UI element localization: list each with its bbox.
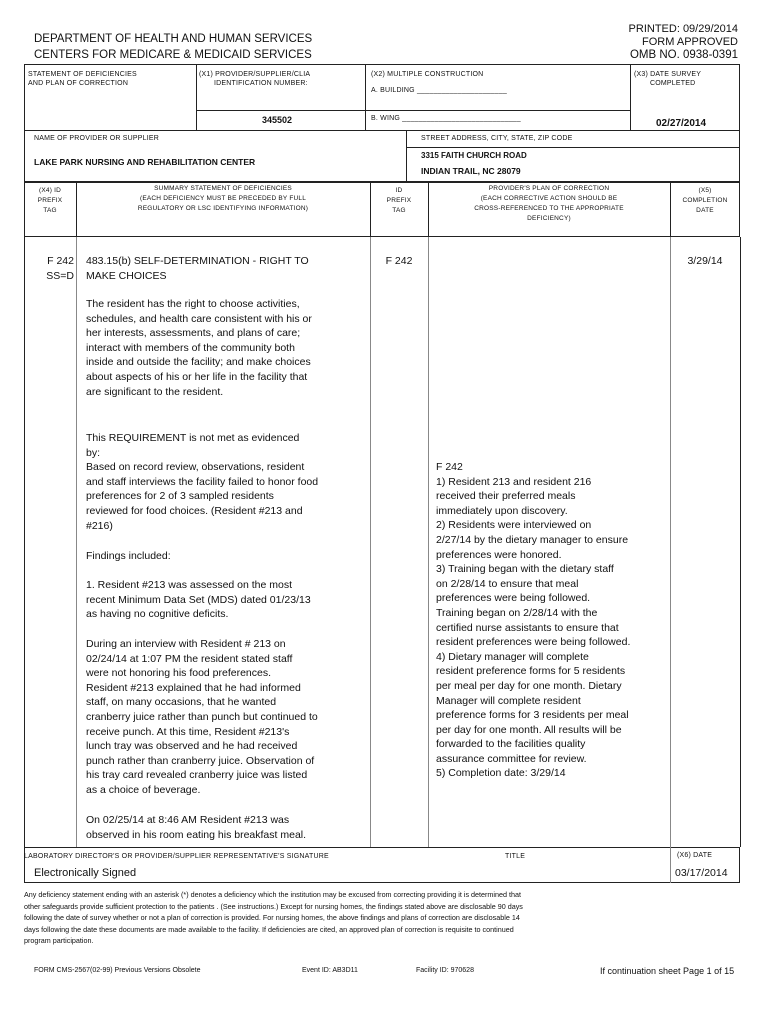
title-label: TITLE [505, 853, 526, 860]
summary-title: 483.15(b) SELF-DETERMINATION - RIGHT TO MAKE CHOICES [86, 255, 309, 282]
x1-label-1: (X1) PROVIDER/SUPPLIER/CLIA [199, 71, 311, 78]
provider-name: LAKE PARK NURSING AND REHABILITATION CENTER [34, 157, 256, 167]
summary-para-6: On 02/25/14 at 8:46 AM Resident #213 was observed in his room eating his breakfast meal. [86, 814, 307, 841]
summary-para-4: 1. Resident #213 was assessed on the most recent Minimum Data Set (MDS) dated 01/23/13 as having no cognitive deficits. [86, 579, 311, 621]
completion-date: 3/29/14 [687, 255, 723, 267]
printed-date: PRINTED: 09/29/2014 [628, 23, 738, 35]
department-line-1: DEPARTMENT OF HEALTH AND HUMAN SERVICES [34, 33, 313, 45]
building-label: A. BUILDING ______________________ [371, 87, 508, 94]
address-line-1: 3315 FAITH CHURCH ROAD [421, 151, 527, 160]
tag-left: F 242 SS=D [46, 255, 74, 282]
page-continuation: If continuation sheet Page 1 of 15 [600, 966, 735, 976]
signature-label: LABORATORY DIRECTOR'S OR PROVIDER/SUPPLIER REPRESENTATIVE'S SIGNATURE [24, 853, 329, 860]
x1-label-2: IDENTIFICATION NUMBER: [214, 80, 308, 87]
x2-label: (X2) MULTIPLE CONSTRUCTION [371, 71, 484, 78]
facility-id: Facility ID: 970628 [416, 967, 474, 974]
electronic-signature: Electronically Signed [34, 867, 137, 879]
x6-date-label: (X6) DATE [677, 852, 713, 859]
col-x5-header: (X5) COMPLETION DATE [682, 187, 728, 214]
summary-para-5: During an interview with Resident # 213 on 02/24/14 at 1:07 PM the resident stated staff were not honoring his food preferences. Resident #213 explained that he had informed staff, on many occasions, that he wanted cranberry juice rather than punch but continued to receive punch. At this time, Resident #213's lunch tray was observed and he had received punch rather than cranberry juice. Observation of his tray card revealed cranberry juice was listed as a choice of beverage. [86, 638, 318, 796]
event-id: Event ID: AB3D11 [302, 967, 358, 974]
tag-right: F 242 [385, 255, 413, 267]
survey-date: 02/27/2014 [656, 118, 707, 129]
form-id: FORM CMS-2567(02-99) Previous Versions Obsolete [34, 967, 201, 974]
x3-label-1: (X3) DATE SURVEY [634, 71, 702, 78]
col-x4-header: (X4) ID PREFIX TAG [37, 187, 63, 214]
department-line-2: CENTERS FOR MEDICARE & MEDICAID SERVICES [34, 49, 312, 61]
plan-of-correction: F 242 1) Resident 213 and resident 216 received their preferred meals immediately upon discovery. 2) Residents were interviewed on 2/27/14 by the dietary manager to ensure preferences were honored. 3) Training began with the dietary staff on 2/28/14 to ensure that meal preferences were being followed. Training began on 2/28/14 with the certified nurse assistants to ensure that resident preferences were being followed. 4) Dietary manager will complete resident preference forms for 5 residents per meal per day for one month. Dietary Manager will complete resident preference forms for 3 residents per meal per day for one month. All results will be forwarded to the facilities quality assurance committee for review. 5) Completion date: 3/29/14 [436, 461, 631, 780]
omb-number: OMB NO. 0938-0391 [629, 49, 738, 61]
signature-date: 03/17/2014 [675, 867, 728, 879]
statement-label-2: AND PLAN OF CORRECTION [28, 80, 129, 87]
form-approved: FORM APPROVED [642, 36, 738, 48]
address-label: STREET ADDRESS, CITY, STATE, ZIP CODE [421, 135, 573, 142]
summary-para-2: This REQUIREMENT is not met as evidenced by: Based on record review, observations, resident and staff interviews the facility failed to honor food preferences for 2 of 3 sampled residents reviewed for food choices. (Resident #213 and #216) [86, 432, 319, 532]
summary-para-3: Findings included: [86, 550, 171, 562]
x3-label-2: COMPLETED [650, 80, 696, 87]
col-id-header: ID PREFIX TAG [386, 187, 412, 214]
summary-para-1: The resident has the right to choose activities, schedules, and health care consistent with his or her interests, assessments, and plans of care; interact with members of the community both inside and outside the facility; and make choices about aspects of his or her life in the facility that are significant to the resident. [86, 298, 312, 398]
statement-label-1: STATEMENT OF DEFICIENCIES [28, 71, 137, 78]
disclosure-footnote: Any deficiency statement ending with an asterisk (*) denotes a deficiency which the institution may be excused from correcting providing it is determined that other safeguards provide sufficient protection to the patients . (See instructions.) Except for nursing homes, the findings stated above are disclosable 90 days following the date of survey whether or not a plan of correction is provided. For nursing homes, the above findings and plans of correction are disclosable 14 days following the date these documents are made available to the facility. If deficiencies are cited, an approved plan of correction is requisite to continued program participation. [24, 890, 523, 945]
col-summary-header: SUMMARY STATEMENT OF DEFICIENCIES (EACH DEFICIENCY MUST BE PRECEDED BY FULL REGULATORY OR LSC IDENTIFYING INFORMATION) [137, 185, 309, 212]
provider-number: 345502 [262, 115, 293, 125]
col-plan-header: PROVIDER'S PLAN OF CORRECTION (EACH CORRECTIVE ACTION SHOULD BE CROSS-REFERENCED TO THE APPROPRIATE DEFICIENCY) [474, 185, 624, 222]
provider-name-label: NAME OF PROVIDER OR SUPPLIER [34, 135, 160, 142]
address-line-2: INDIAN TRAIL, NC 28079 [421, 166, 521, 176]
wing-label: B. WING _____________________________ [371, 115, 521, 122]
